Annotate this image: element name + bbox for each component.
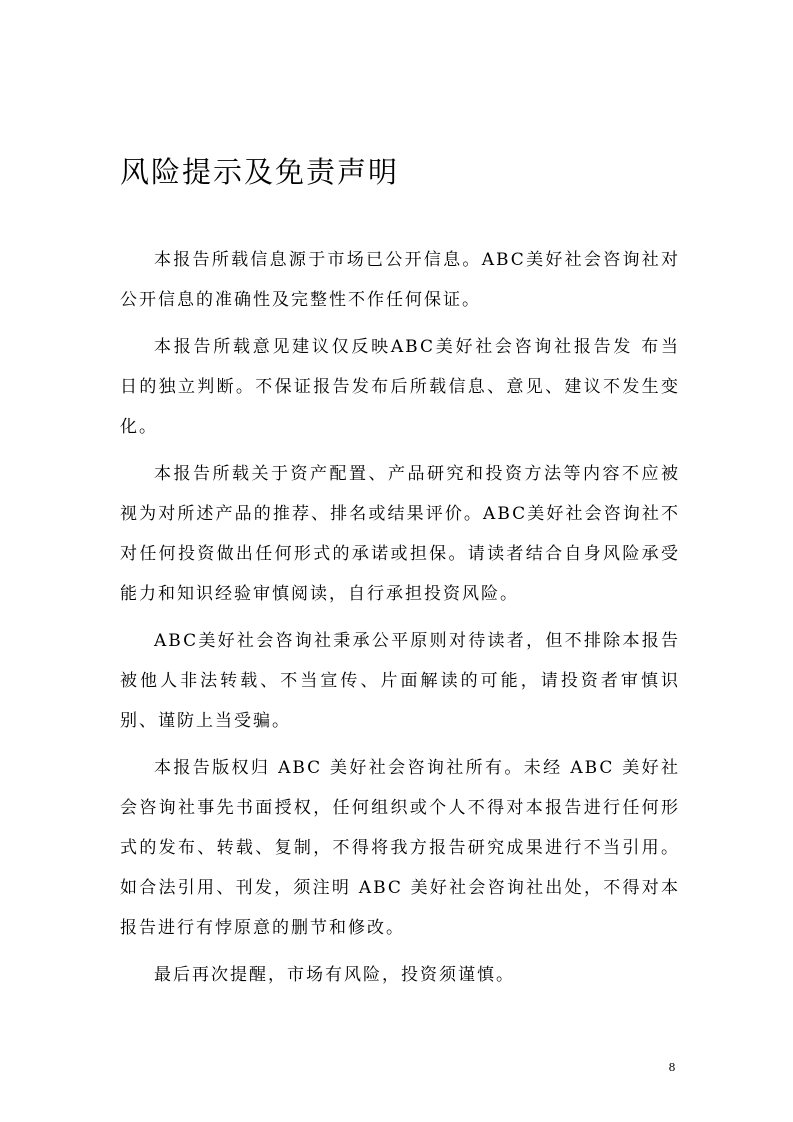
disclaimer-body xyxy=(120,240,680,1002)
page-number: 8 xyxy=(668,1061,676,1074)
paragraph-independent-judgment: 本报告所载意见建议仅反映ABC美好社会咨询社报告发 布当日的独立判断。不保证报告发布后所载信息、意见、建议不发生变化。 xyxy=(120,337,680,437)
paragraph-final-reminder: 最后再次提醒，市场有风险，投资须谨慎。 xyxy=(154,965,515,985)
paragraph-info-source: 本报告所载信息源于市场已公开信息。ABC美好社会咨询社对公开信息的准确性及完整性不作任何保证。 xyxy=(120,250,680,310)
paragraph-fair-principle: ABC美好社会咨询社秉承公平原则对待读者，但不排除本报告被他人非法转载、不当宣传、片面解读的可能，请投资者审慎识别、谨防上当受骗。 xyxy=(120,631,680,731)
page-title: 风险提示及免责声明 xyxy=(120,155,400,189)
paragraph-copyright: 本报告版权归 ABC 美好社会咨询社所有。未经 ABC 美好社会咨询社事先书面授权，任何组织或个人不得对本报告进行任何形式的发布、转载、复制，不得将我方报告研究成果进行不当引用。如合法引用、刊发，须注明 ABC 美好社会咨询社出处，不得对本报告进行有悖原意的删节和修改。 xyxy=(120,758,680,938)
paragraph-no-recommendation: 本报告所载关于资产配置、产品研究和投资方法等内容不应被视为对所述产品的推荐、排名或结果评价。ABC美好社会咨询社不对任何投资做出任何形式的承诺或担保。请读者结合自身风险承受能力和知识经验审慎阅读，自行承担投资风险。 xyxy=(120,464,680,604)
